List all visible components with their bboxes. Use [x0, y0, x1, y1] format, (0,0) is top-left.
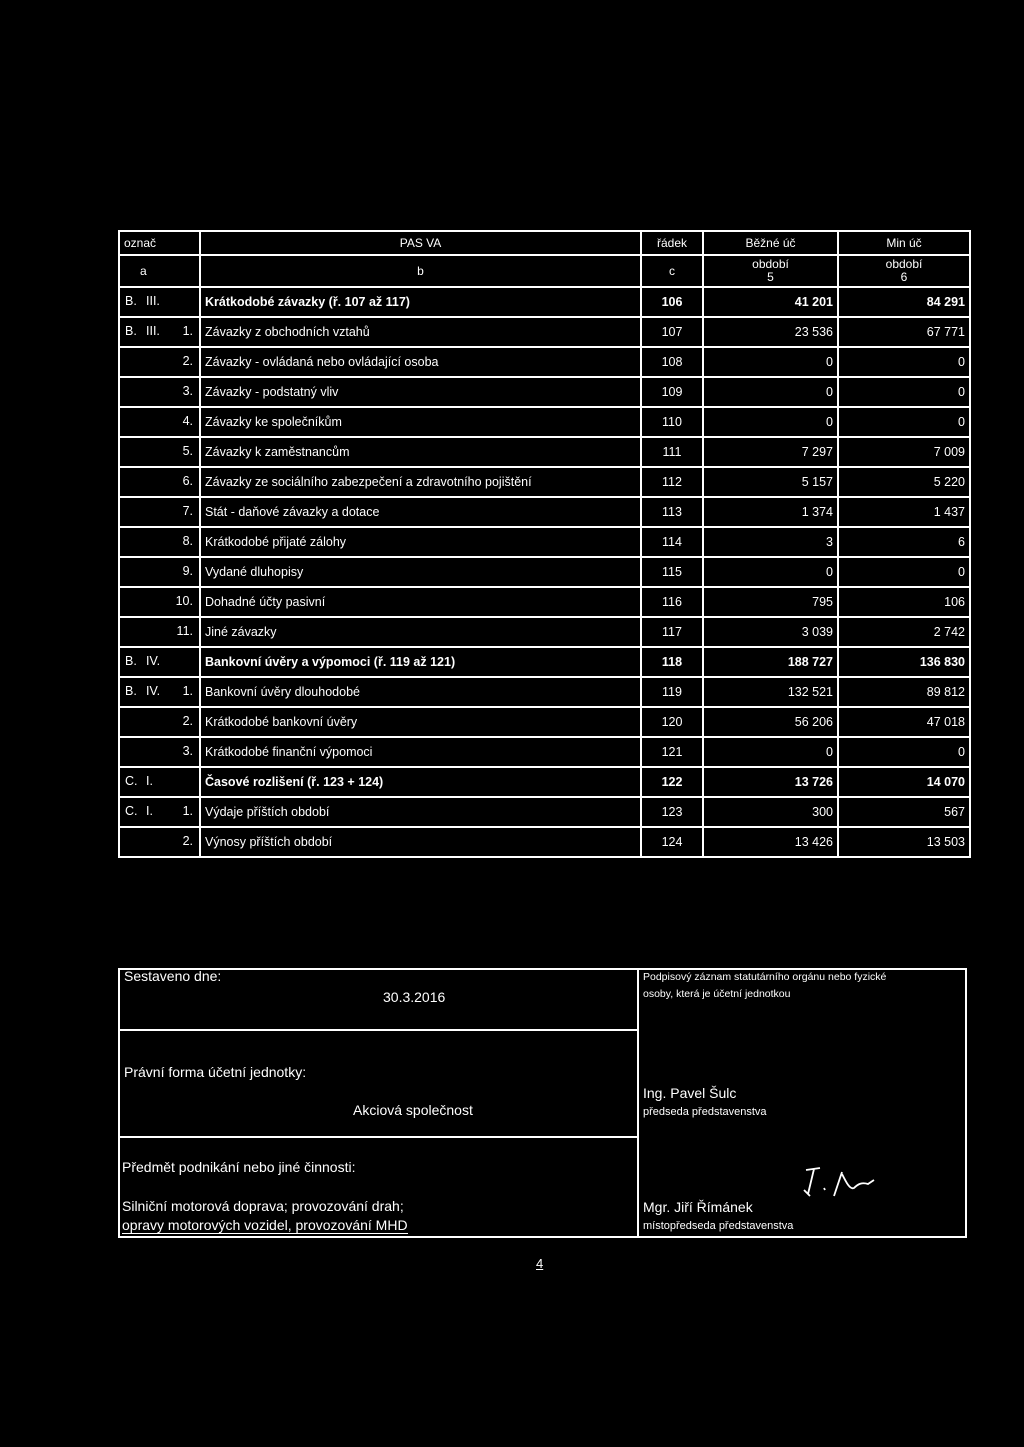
row-label: Bankovní úvěry dlouhodobé [200, 677, 641, 707]
row-code [119, 347, 200, 377]
table-header-row-1 [119, 231, 970, 255]
table-row [119, 587, 970, 617]
code-item: 8. [182, 534, 193, 548]
current-period-value: 3 039 [703, 617, 838, 647]
row-label: Dohadné účty pasivní [200, 587, 641, 617]
table-row [119, 347, 970, 377]
code-section: B. [125, 654, 137, 668]
header-label: PAS VA [200, 231, 641, 255]
code-item: 4. [182, 414, 193, 428]
row-code [119, 317, 200, 347]
row-label: Krátkodobé bankovní úvěry [200, 707, 641, 737]
row-label: Výdaje příštích období [200, 797, 641, 827]
row-number: 112 [641, 467, 703, 497]
row-number: 120 [641, 707, 703, 737]
row-number: 119 [641, 677, 703, 707]
header-current-period-word: období [752, 257, 789, 271]
code-item: 11. [176, 624, 193, 638]
row-code [119, 407, 200, 437]
current-period-value: 1 374 [703, 497, 838, 527]
current-period-value: 132 521 [703, 677, 838, 707]
previous-period-value: 106 [838, 587, 970, 617]
previous-period-value: 0 [838, 557, 970, 587]
previous-period-value: 7 009 [838, 437, 970, 467]
row-code [119, 467, 200, 497]
table-row [119, 377, 970, 407]
header-previous-period-word: období [885, 257, 923, 271]
previous-period-value: 47 018 [838, 707, 970, 737]
code-item: 7. [182, 504, 193, 518]
legal-form-value: Akciová společnost [353, 1102, 473, 1118]
row-label: Vydané dluhopisy [200, 557, 641, 587]
table-body [119, 287, 970, 857]
current-period-value: 5 157 [703, 467, 838, 497]
header-code: označ [119, 231, 200, 255]
code-item: 1. [182, 684, 193, 698]
table-row [119, 527, 970, 557]
previous-period-value: 0 [838, 347, 970, 377]
current-period-value: 795 [703, 587, 838, 617]
code-item: 1. [182, 804, 193, 818]
table-row [119, 767, 970, 797]
business-line-1: Silniční motorová doprava; provozování drah; [122, 1198, 404, 1214]
current-period-value: 0 [703, 407, 838, 437]
code-group: IV. [146, 684, 161, 698]
header-previous-period: Min úč [838, 231, 970, 255]
row-label: Krátkodobé finanční výpomoci [200, 737, 641, 767]
row-label: Jiné závazky [200, 617, 641, 647]
code-section: B. [125, 294, 137, 308]
table-row [119, 467, 970, 497]
row-label: Závazky - ovládaná nebo ovládající osoba [200, 347, 641, 377]
table-row [119, 737, 970, 767]
row-number: 106 [641, 287, 703, 317]
previous-period-value: 136 830 [838, 647, 970, 677]
signer1-role: předseda představenstva [643, 1106, 767, 1118]
current-period-value: 13 426 [703, 827, 838, 857]
row-number: 111 [641, 437, 703, 467]
current-period-value: 41 201 [703, 287, 838, 317]
header-row-letter: c [641, 255, 703, 287]
row-number: 118 [641, 647, 703, 677]
header-previous-sub [838, 255, 970, 287]
row-number: 117 [641, 617, 703, 647]
current-period-value: 3 [703, 527, 838, 557]
handwritten-signature [798, 1166, 878, 1202]
previous-period-value: 0 [838, 407, 970, 437]
row-number: 110 [641, 407, 703, 437]
business-label: Předmět podnikání nebo jiné činnosti: [122, 1159, 356, 1175]
code-section: B. [125, 684, 137, 698]
row-code [119, 377, 200, 407]
previous-period-value: 2 742 [838, 617, 970, 647]
compiled-label: Sestaveno dne: [124, 968, 222, 984]
liabilities-table [118, 230, 971, 858]
header-previous-period-number: 6 [900, 270, 908, 284]
code-section: C. [125, 774, 138, 788]
table-row [119, 677, 970, 707]
row-code [119, 797, 200, 827]
row-label: Krátkodobé přijaté zálohy [200, 527, 641, 557]
row-code [119, 587, 200, 617]
code-item: 1. [182, 324, 193, 338]
previous-period-value: 13 503 [838, 827, 970, 857]
row-code [119, 827, 200, 857]
row-number: 121 [641, 737, 703, 767]
page-number: 4 [536, 1256, 544, 1271]
business-line-2: opravy motorových vozidel, provozování MHD [122, 1217, 408, 1233]
table-row [119, 557, 970, 587]
code-section: B. [125, 324, 137, 338]
code-group: I. [146, 774, 153, 788]
code-group: IV. [146, 654, 161, 668]
table-row [119, 437, 970, 467]
previous-period-value: 0 [838, 377, 970, 407]
current-period-value: 56 206 [703, 707, 838, 737]
row-label: Výnosy příštích období [200, 827, 641, 857]
code-item: 2. [182, 354, 193, 368]
row-number: 109 [641, 377, 703, 407]
signature-block [118, 968, 967, 1238]
row-code [119, 287, 200, 317]
row-code [119, 647, 200, 677]
code-item: 3. [182, 744, 193, 758]
current-period-value: 0 [703, 347, 838, 377]
row-code [119, 557, 200, 587]
signer1-name: Ing. Pavel Šulc [643, 1085, 737, 1101]
row-label: Závazky k zaměstnancům [200, 437, 641, 467]
code-item: 5. [182, 444, 193, 458]
signer2-role: místopředseda představenstva [643, 1220, 794, 1232]
row-label: Závazky z obchodních vztahů [200, 317, 641, 347]
row-code [119, 617, 200, 647]
code-item: 6. [182, 474, 193, 488]
row-label: Bankovní úvěry a výpomoci (ř. 119 až 121) [200, 647, 641, 677]
code-section: C. [125, 804, 138, 818]
row-label: Stát - daňové závazky a dotace [200, 497, 641, 527]
row-code [119, 437, 200, 467]
code-item: 2. [182, 714, 193, 728]
legal-form-box [118, 1029, 639, 1138]
table-row [119, 797, 970, 827]
header-current-period: Běžné úč [703, 231, 838, 255]
row-code [119, 767, 200, 797]
previous-period-value: 1 437 [838, 497, 970, 527]
current-period-value: 23 536 [703, 317, 838, 347]
code-group: I. [146, 804, 153, 818]
row-number: 122 [641, 767, 703, 797]
row-number: 116 [641, 587, 703, 617]
current-period-value: 0 [703, 377, 838, 407]
row-code [119, 497, 200, 527]
signer2-name: Mgr. Jiří Římánek [643, 1199, 753, 1215]
table-row [119, 647, 970, 677]
table-header-row-2 [119, 255, 970, 287]
previous-period-value: 6 [838, 527, 970, 557]
row-label: Závazky ze sociálního zabezpečení a zdravotního pojištění [200, 467, 641, 497]
compiled-date: 30.3.2016 [383, 989, 446, 1005]
code-group: III. [146, 324, 160, 338]
previous-period-value: 0 [838, 737, 970, 767]
previous-period-value: 89 812 [838, 677, 970, 707]
header-code-letter: a [119, 255, 200, 287]
row-number: 124 [641, 827, 703, 857]
code-item: 10. [175, 594, 193, 608]
signature-note-line-1: Podpisový záznam statutárního orgánu nebo fyzické [643, 971, 887, 983]
previous-period-value: 567 [838, 797, 970, 827]
row-code [119, 737, 200, 767]
row-code [119, 527, 200, 557]
row-label: Závazky - podstatný vliv [200, 377, 641, 407]
row-number: 114 [641, 527, 703, 557]
code-group: III. [146, 294, 160, 308]
current-period-value: 13 726 [703, 767, 838, 797]
row-number: 113 [641, 497, 703, 527]
row-code [119, 707, 200, 737]
row-label: Krátkodobé závazky (ř. 107 až 117) [200, 287, 641, 317]
current-period-value: 0 [703, 557, 838, 587]
row-label: Závazky ke společníkům [200, 407, 641, 437]
previous-period-value: 5 220 [838, 467, 970, 497]
previous-period-value: 84 291 [838, 287, 970, 317]
current-period-value: 300 [703, 797, 838, 827]
current-period-value: 188 727 [703, 647, 838, 677]
header-label-letter: b [200, 255, 641, 287]
legal-form-label: Právní forma účetní jednotky: [124, 1064, 307, 1080]
table-row [119, 827, 970, 857]
row-number: 108 [641, 347, 703, 377]
row-label: Časové rozlišení (ř. 123 + 124) [200, 767, 641, 797]
code-item: 2. [182, 834, 193, 848]
previous-period-value: 14 070 [838, 767, 970, 797]
table-row [119, 707, 970, 737]
row-number: 107 [641, 317, 703, 347]
row-code [119, 677, 200, 707]
header-current-period-number: 5 [767, 270, 774, 284]
previous-period-value: 67 771 [838, 317, 970, 347]
current-period-value: 0 [703, 737, 838, 767]
table-row [119, 497, 970, 527]
code-item: 9. [182, 564, 193, 578]
signature-note-line-2: osoby, která je účetní jednotkou [643, 988, 791, 1000]
row-number: 123 [641, 797, 703, 827]
header-row-number: řádek [641, 231, 703, 255]
table-row [119, 617, 970, 647]
table-row [119, 317, 970, 347]
row-number: 115 [641, 557, 703, 587]
table-row [119, 287, 970, 317]
header-current-sub [703, 255, 838, 287]
current-period-value: 7 297 [703, 437, 838, 467]
code-item: 3. [182, 384, 193, 398]
table-row [119, 407, 970, 437]
